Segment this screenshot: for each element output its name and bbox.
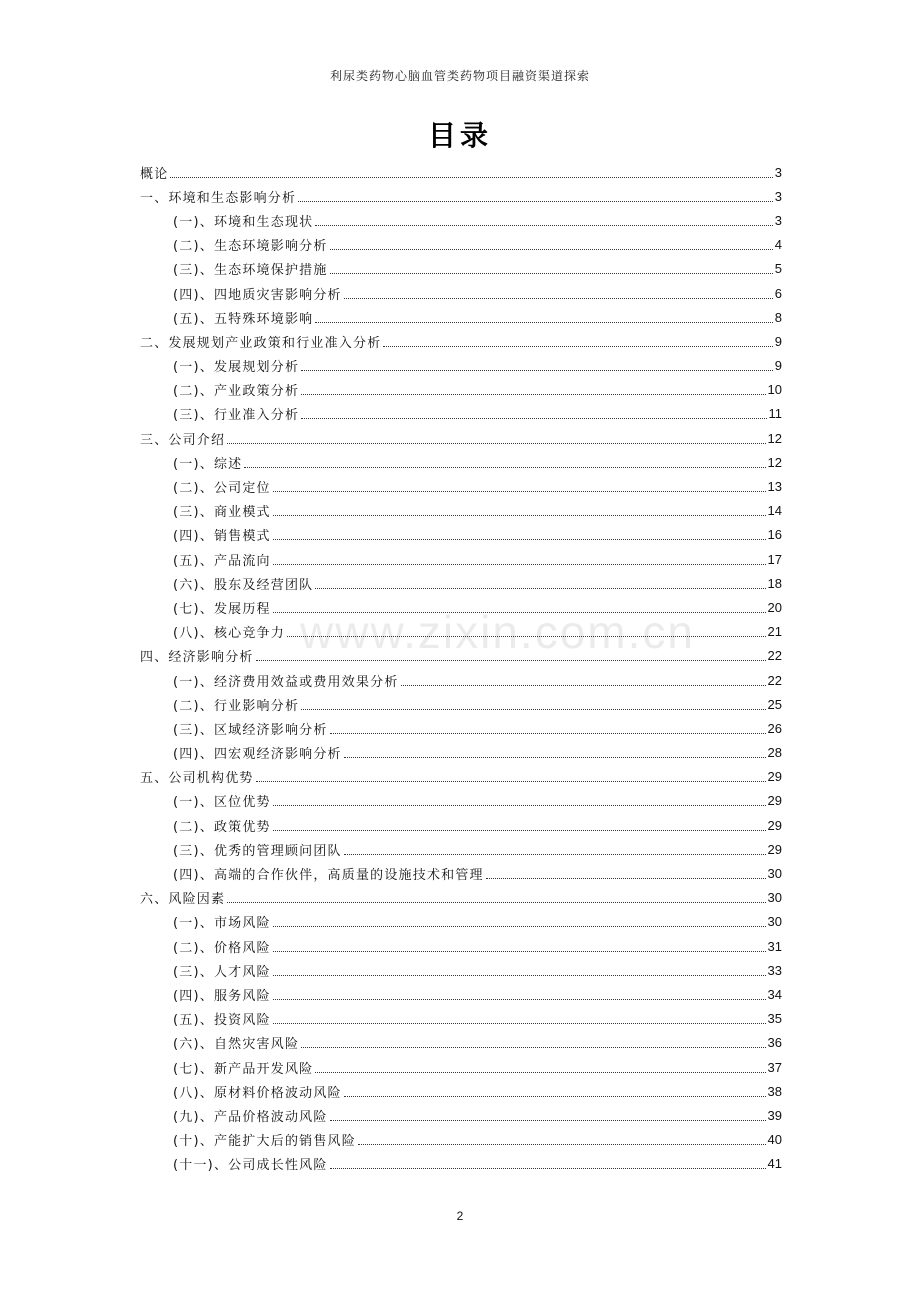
toc-entry-label: (二)、产业政策分析 <box>173 384 300 400</box>
toc-entry-page: 31 <box>767 938 782 954</box>
toc-entry[interactable] <box>140 1079 782 1103</box>
toc-entry-page: 17 <box>767 551 782 567</box>
toc-entry[interactable] <box>140 716 782 740</box>
toc-entry-label: (六)、自然灾害风险 <box>173 1037 300 1053</box>
toc-entry-page: 38 <box>767 1083 782 1099</box>
toc-entry-page: 28 <box>767 745 782 761</box>
toc-entry-label: (三)、区域经济影响分析 <box>173 722 328 738</box>
toc-entry[interactable] <box>140 426 782 450</box>
toc-leader-dots <box>344 853 766 855</box>
toc-entry-label: (十)、产能扩大后的销售风险 <box>173 1134 356 1150</box>
toc-leader-dots <box>256 780 766 782</box>
toc-entry[interactable] <box>140 402 782 426</box>
running-header: 利尿类药物心脑血管类药物项目融资渠道探索 <box>329 69 590 83</box>
toc-entry[interactable] <box>140 644 782 668</box>
toc-leader-dots <box>273 1022 766 1024</box>
toc-entry[interactable] <box>140 257 782 281</box>
toc-entry-page: 40 <box>767 1132 782 1148</box>
toc-entry-page: 36 <box>767 1035 782 1051</box>
toc-entry-label: (二)、政策优势 <box>173 819 271 835</box>
page-number: 2 <box>456 1209 464 1223</box>
toc-entry[interactable] <box>140 523 782 547</box>
toc-entry-page: 3 <box>774 212 782 228</box>
toc-entry-page: 37 <box>767 1059 782 1075</box>
toc-leader-dots <box>358 1143 766 1145</box>
toc-entry[interactable] <box>140 1152 782 1176</box>
toc-entry-page: 12 <box>767 454 782 470</box>
toc-entry-page: 30 <box>767 914 782 930</box>
toc-leader-dots <box>273 611 766 613</box>
toc-entry-label: (八)、核心竞争力 <box>173 626 285 642</box>
toc-leader-dots <box>330 1167 766 1169</box>
toc-leader-dots <box>315 321 772 323</box>
toc-entry-label: (一)、区位优势 <box>173 795 271 811</box>
toc-leader-dots <box>244 466 765 468</box>
toc-leader-dots <box>383 345 772 347</box>
toc-entry-page: 3 <box>774 188 782 204</box>
toc-entry[interactable] <box>140 354 782 378</box>
toc-leader-dots <box>273 563 766 565</box>
toc-entry-page: 4 <box>774 237 782 253</box>
toc-entry[interactable] <box>140 281 782 305</box>
toc-entry-label: 四、经济影响分析 <box>140 650 254 666</box>
toc-entry-label: (四)、销售模式 <box>173 529 271 545</box>
toc-leader-dots <box>273 804 766 806</box>
toc-leader-dots <box>273 925 766 927</box>
toc-leader-dots <box>301 417 766 419</box>
toc-entry[interactable] <box>140 789 782 813</box>
toc-entry-label: (五)、投资风险 <box>173 1013 271 1029</box>
toc-entry[interactable] <box>140 1128 782 1152</box>
toc-entry-label: (六)、股东及经营团队 <box>173 577 314 593</box>
toc-entry-page: 6 <box>774 285 782 301</box>
toc-entry[interactable] <box>140 741 782 765</box>
toc-entry-label: (四)、高端的合作伙伴，高质量的设施技术和管理 <box>173 868 484 884</box>
toc-entry-page: 9 <box>774 333 782 349</box>
toc-leader-dots <box>273 490 766 492</box>
toc-leader-dots <box>227 901 765 903</box>
toc-entry-label: (四)、四地质灾害影响分析 <box>173 287 342 303</box>
toc-leader-dots <box>298 200 773 202</box>
toc-entry-label: (三)、生态环境保护措施 <box>173 263 328 279</box>
toc-leader-dots <box>170 176 772 178</box>
toc-entry-label: 一、环境和生态影响分析 <box>140 190 297 206</box>
toc-entry[interactable] <box>140 474 782 498</box>
toc-entry-page: 29 <box>767 817 782 833</box>
toc-leader-dots <box>301 1046 765 1048</box>
toc-entry[interactable] <box>140 305 782 329</box>
toc-leader-dots <box>315 224 772 226</box>
toc-entry-page: 13 <box>767 479 782 495</box>
toc-leader-dots <box>301 708 765 710</box>
toc-entry-page: 14 <box>767 503 782 519</box>
toc-entry-label: (四)、服务风险 <box>173 988 271 1004</box>
toc-leader-dots <box>344 297 773 299</box>
toc-entry-label: (一)、综述 <box>173 456 243 472</box>
toc-entry[interactable] <box>140 958 782 982</box>
toc-entry-page: 16 <box>767 527 782 543</box>
toc-entry-page: 10 <box>767 382 782 398</box>
toc-entry-page: 35 <box>767 1011 782 1027</box>
toc-leader-dots <box>273 538 766 540</box>
toc-entry-label: (五)、五特殊环境影响 <box>173 311 314 327</box>
toc-entry-label: (二)、行业影响分析 <box>173 698 300 714</box>
toc-leader-dots <box>486 877 766 879</box>
toc-leader-dots <box>330 248 773 250</box>
toc-leader-dots <box>315 587 765 589</box>
toc-entry-label: (一)、经济费用效益或费用效果分析 <box>173 674 399 690</box>
toc-entry-page: 8 <box>774 309 782 325</box>
toc-entry-page: 12 <box>767 430 782 446</box>
toc-entry-page: 30 <box>767 866 782 882</box>
toc-entry[interactable] <box>140 160 782 184</box>
toc-entry-label: (二)、公司定位 <box>173 481 271 497</box>
toc-entry-label: (四)、四宏观经济影响分析 <box>173 747 342 763</box>
toc-entry-page: 11 <box>768 406 782 422</box>
toc-leader-dots <box>315 1071 765 1073</box>
toc-entry-label: 三、公司介绍 <box>140 432 226 448</box>
toc-entry-label: (三)、人才风险 <box>173 964 271 980</box>
table-of-contents <box>140 160 782 1176</box>
toc-leader-dots <box>273 829 766 831</box>
toc-entry-page: 9 <box>774 358 782 374</box>
toc-entry[interactable] <box>140 208 782 232</box>
toc-entry[interactable] <box>140 837 782 861</box>
toc-entry-label: (三)、商业模式 <box>173 505 271 521</box>
toc-entry[interactable] <box>140 910 782 934</box>
toc-leader-dots <box>330 732 766 734</box>
toc-entry[interactable] <box>140 765 782 789</box>
toc-entry[interactable] <box>140 1031 782 1055</box>
toc-leader-dots <box>401 684 766 686</box>
toc-entry-page: 30 <box>767 890 782 906</box>
toc-leader-dots <box>344 756 766 758</box>
watermark: www.zixin.com.cn <box>300 606 695 658</box>
toc-entry[interactable] <box>140 1007 782 1031</box>
toc-entry-label: (七)、发展历程 <box>173 601 271 617</box>
toc-entry[interactable] <box>140 1103 782 1127</box>
toc-leader-dots <box>287 635 766 637</box>
toc-entry-label: (八)、原材料价格波动风险 <box>173 1085 342 1101</box>
toc-entry[interactable] <box>140 595 782 619</box>
toc-leader-dots <box>227 442 765 444</box>
toc-entry-page: 41 <box>767 1156 782 1172</box>
toc-leader-dots <box>330 272 773 274</box>
toc-entry-page: 21 <box>767 624 782 640</box>
toc-entry[interactable] <box>140 184 782 208</box>
toc-leader-dots <box>273 514 766 516</box>
toc-entry-label: (二)、生态环境影响分析 <box>173 239 328 255</box>
toc-entry[interactable] <box>140 450 782 474</box>
toc-entry[interactable] <box>140 547 782 571</box>
toc-entry-label: 二、发展规划产业政策和行业准入分析 <box>140 335 382 351</box>
toc-entry[interactable] <box>140 233 782 257</box>
toc-leader-dots <box>301 393 765 395</box>
toc-entry-label: (一)、发展规划分析 <box>173 360 300 376</box>
toc-entry-page: 5 <box>774 261 782 277</box>
toc-entry-label: (七)、新产品开发风险 <box>173 1061 314 1077</box>
toc-entry[interactable] <box>140 886 782 910</box>
toc-entry-label: (一)、环境和生态现状 <box>173 214 314 230</box>
toc-entry[interactable] <box>140 499 782 523</box>
toc-entry-page: 18 <box>767 575 782 591</box>
toc-entry[interactable] <box>140 571 782 595</box>
toc-leader-dots <box>301 369 773 371</box>
toc-entry-page: 33 <box>767 962 782 978</box>
toc-entry[interactable] <box>140 861 782 885</box>
toc-entry[interactable] <box>140 813 782 837</box>
toc-leader-dots <box>344 1095 766 1097</box>
toc-entry-page: 29 <box>767 769 782 785</box>
toc-entry-page: 29 <box>767 793 782 809</box>
toc-entry[interactable] <box>140 620 782 644</box>
toc-entry-label: 六、风险因素 <box>140 892 226 908</box>
toc-entry-page: 22 <box>767 648 782 664</box>
toc-entry-page: 34 <box>767 986 782 1002</box>
toc-entry-label: (九)、产品价格波动风险 <box>173 1109 328 1125</box>
toc-entry-page: 20 <box>767 599 782 615</box>
toc-leader-dots <box>273 998 766 1000</box>
toc-entry[interactable] <box>140 934 782 958</box>
toc-entry-page: 25 <box>767 696 782 712</box>
toc-entry-page: 26 <box>767 720 782 736</box>
toc-entry[interactable] <box>140 378 782 402</box>
toc-entry[interactable] <box>140 668 782 692</box>
toc-entry[interactable] <box>140 692 782 716</box>
toc-entry-label: (三)、优秀的管理顾问团队 <box>173 843 342 859</box>
toc-entry-label: (一)、市场风险 <box>173 916 271 932</box>
toc-entry-page: 3 <box>774 164 782 180</box>
toc-leader-dots <box>273 974 766 976</box>
toc-entry-label: (十一)、公司成长性风险 <box>173 1158 328 1174</box>
toc-leader-dots <box>256 659 766 661</box>
toc-title: 目录 <box>427 119 492 152</box>
toc-leader-dots <box>330 1119 766 1121</box>
toc-entry-label: (五)、产品流向 <box>173 553 271 569</box>
toc-entry[interactable] <box>140 982 782 1006</box>
toc-entry-label: 概论 <box>140 166 169 182</box>
toc-entry[interactable] <box>140 329 782 353</box>
toc-entry-page: 29 <box>767 841 782 857</box>
toc-entry-page: 39 <box>767 1107 782 1123</box>
toc-leader-dots <box>273 950 766 952</box>
toc-entry-label: (三)、行业准入分析 <box>173 408 300 424</box>
toc-entry-label: 五、公司机构优势 <box>140 771 254 787</box>
toc-entry-label: (二)、价格风险 <box>173 940 271 956</box>
toc-entry-page: 22 <box>767 672 782 688</box>
toc-entry[interactable] <box>140 1055 782 1079</box>
